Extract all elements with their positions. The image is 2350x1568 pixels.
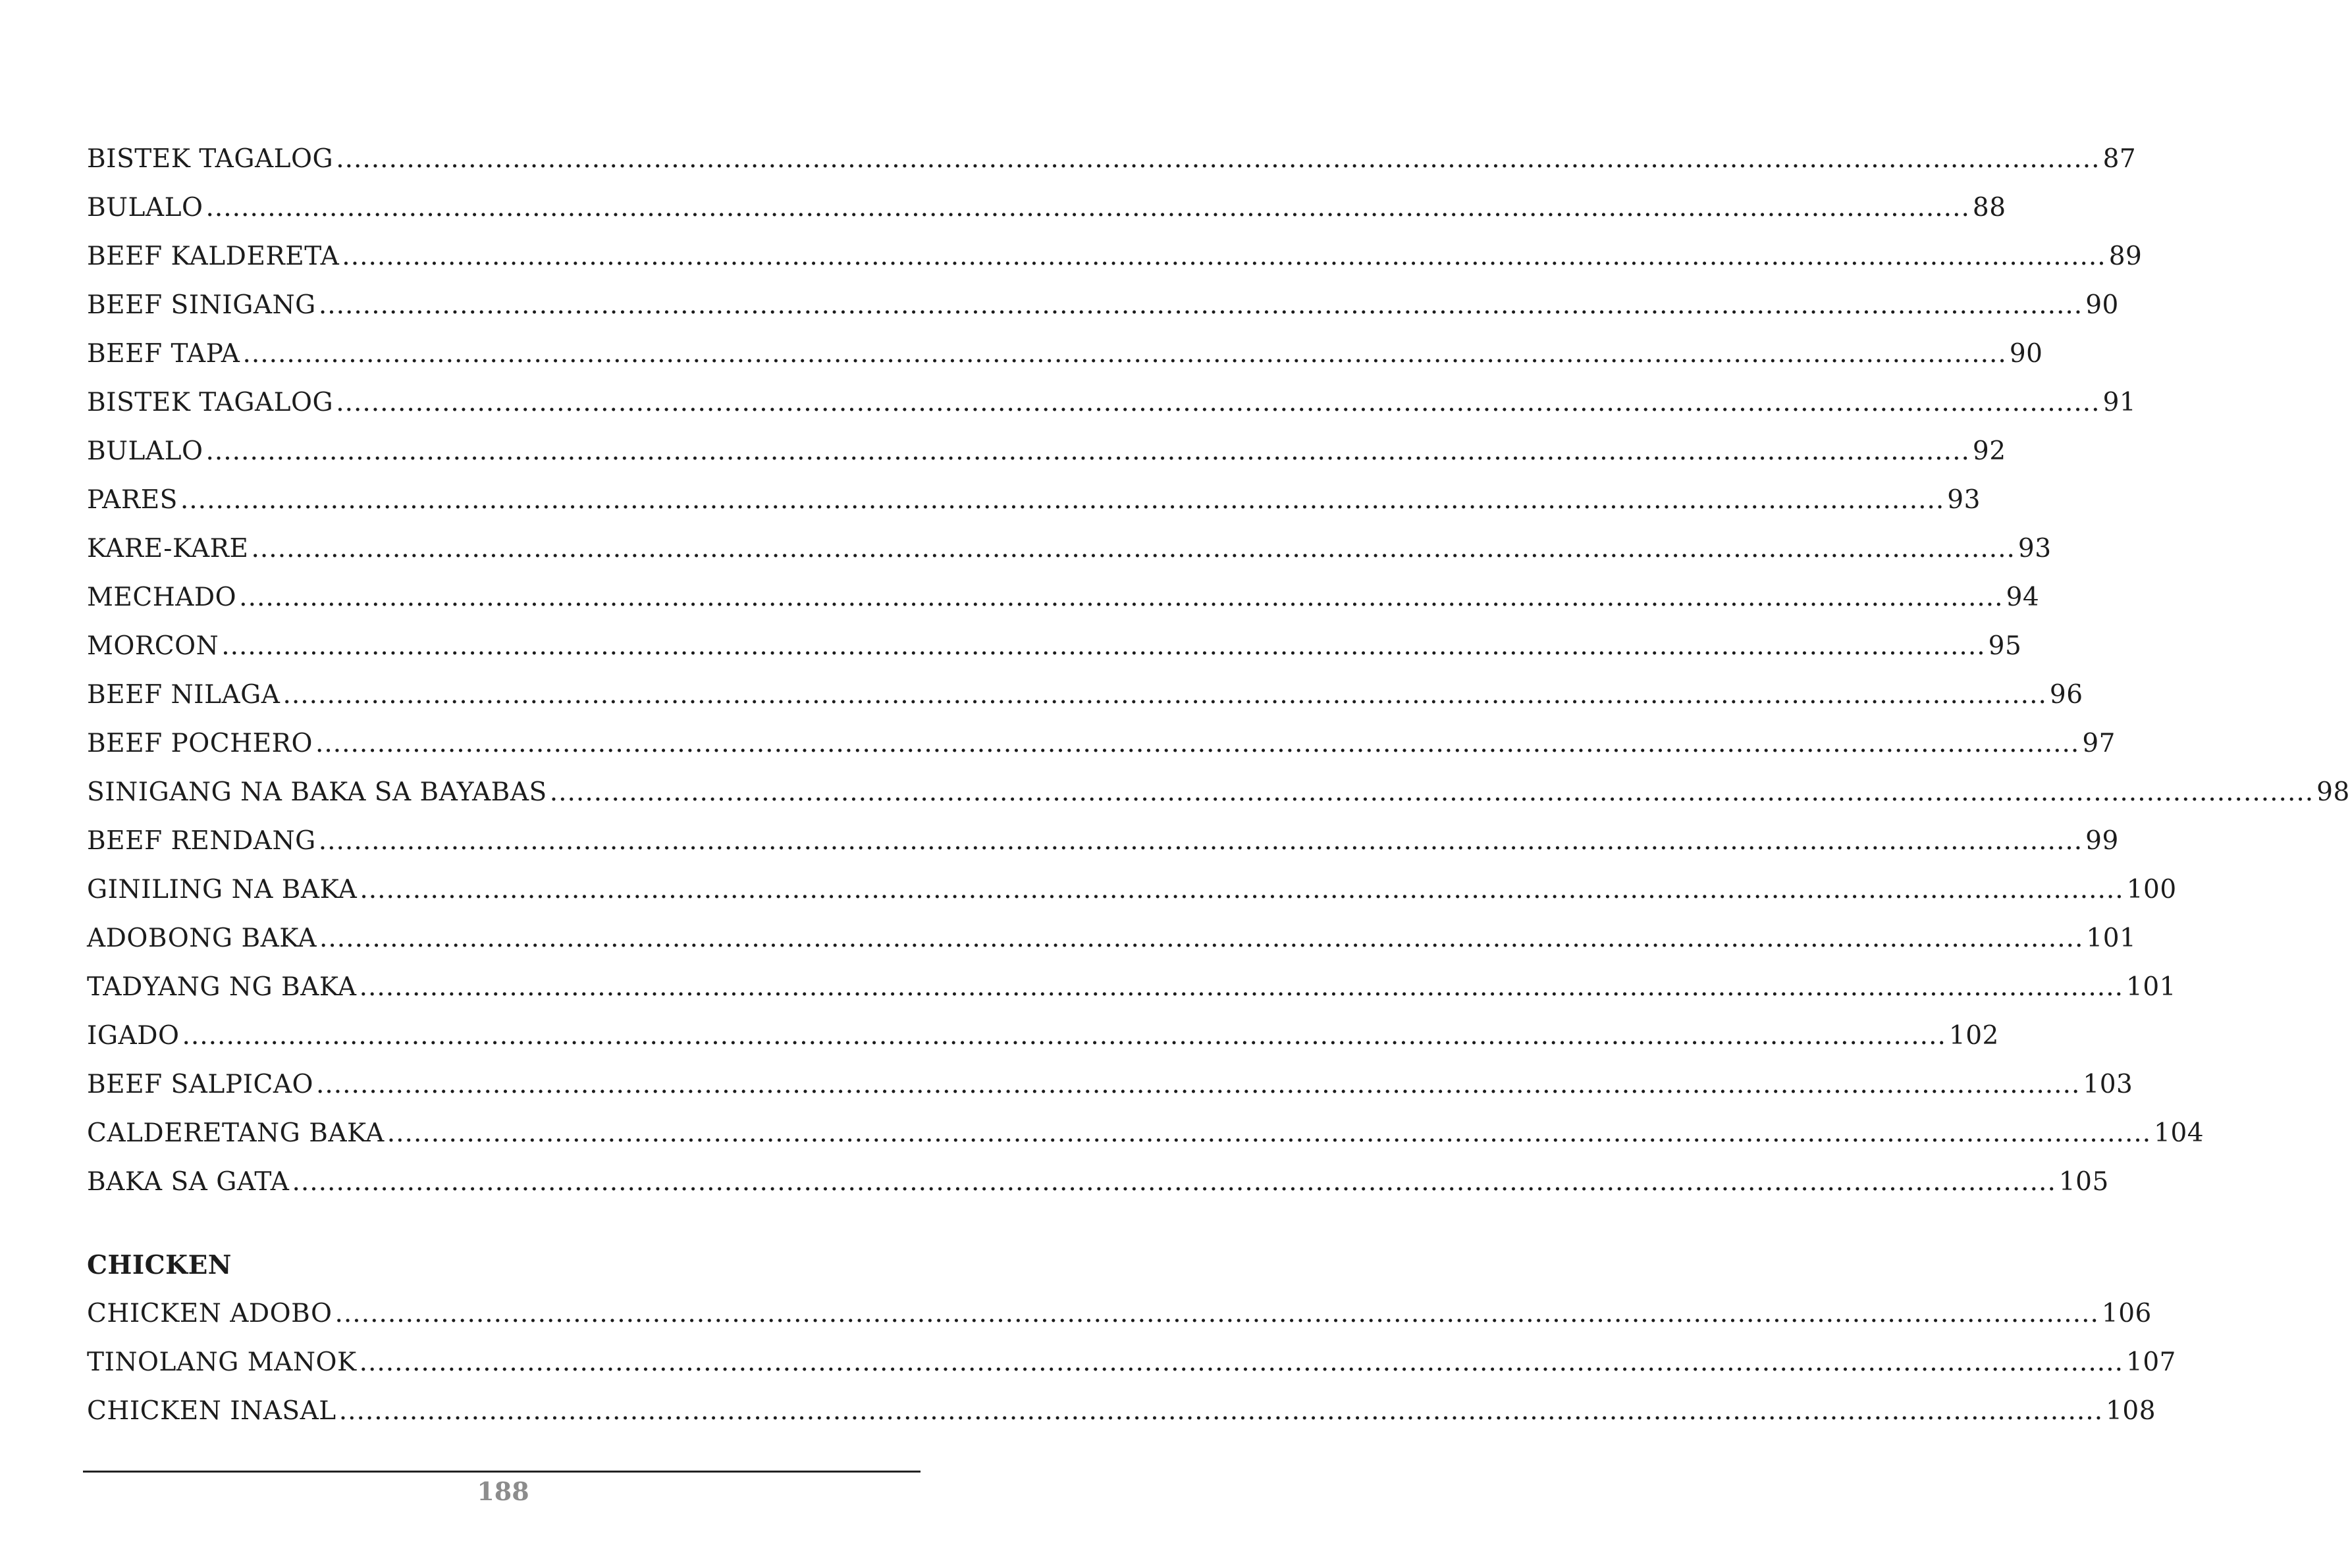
toc-entry-page: 108 xyxy=(2106,1396,2156,1426)
dot-leader: ........................................................................................................................................................................................................ xyxy=(360,875,2124,904)
toc-entry xyxy=(87,476,1981,525)
dot-leader: ........................................................................................................................................................................................................ xyxy=(359,1347,2123,1377)
toc-entry-page: 102 xyxy=(1948,1021,1999,1051)
toc-entry-title: BISTEK TAGALOG xyxy=(87,388,334,417)
toc-entry xyxy=(87,866,2177,914)
toc-entry xyxy=(87,184,2006,232)
toc-entry-page: 100 xyxy=(2126,875,2177,904)
toc-entry-title: TINOLANG MANOK xyxy=(87,1347,357,1377)
dot-leader: ........................................................................................................................................................................................................ xyxy=(282,680,2047,710)
table-of-contents xyxy=(87,135,2350,1436)
toc-entry-page: 94 xyxy=(2006,583,2040,612)
toc-entry-page: 91 xyxy=(2102,388,2137,417)
toc-entry-title: CALDERETANG BAKA xyxy=(87,1118,385,1148)
toc-entry-title: BEEF NILAGA xyxy=(87,680,280,710)
toc-entry-page: 87 xyxy=(2102,144,2137,174)
toc-entry-title: ADOBONG BAKA xyxy=(87,924,317,953)
section-heading-chicken: CHICKEN xyxy=(87,1250,232,1280)
toc-entry-page: 97 xyxy=(2082,729,2116,758)
toc-entry-title: CHICKEN INASAL xyxy=(87,1396,336,1426)
dot-leader: ........................................................................................................................................................................................................ xyxy=(182,1021,1946,1051)
toc-entry xyxy=(87,1387,2156,1436)
toc-entry-page: 95 xyxy=(1988,631,2022,661)
toc-entry-title: BEEF SALPICAO xyxy=(87,1070,313,1099)
page-number: 188 xyxy=(477,1477,529,1506)
dot-leader: ........................................................................................................................................................................................................ xyxy=(315,729,2080,758)
dot-leader: ........................................................................................................................................................................................................ xyxy=(319,924,2084,953)
toc-entry xyxy=(87,573,2040,622)
toc-entry-title: SINIGANG NA BAKA SA BAYABAS xyxy=(87,777,547,807)
toc-entry-title: CHICKEN ADOBO xyxy=(87,1299,333,1328)
toc-entry xyxy=(87,1060,2133,1109)
toc-entry-page: 103 xyxy=(2083,1070,2133,1099)
toc-entry-page: 90 xyxy=(2085,290,2119,320)
dot-leader: ........................................................................................................................................................................................................ xyxy=(338,1396,2104,1426)
footer-divider xyxy=(83,1471,921,1473)
toc-entry xyxy=(87,914,2137,963)
toc-entry-page: 98 xyxy=(2316,777,2350,807)
dot-leader: ........................................................................................................................................................................................................ xyxy=(336,144,2100,174)
toc-entry xyxy=(87,768,2350,817)
toc-entry-title: BEEF TAPA xyxy=(87,339,240,369)
dot-leader: ........................................................................................................................................................................................................ xyxy=(242,339,2007,369)
toc-entry-page: 101 xyxy=(2086,924,2137,953)
toc-entry-title: BEEF POCHERO xyxy=(87,729,313,758)
toc-entry-title: BULALO xyxy=(87,193,203,222)
toc-entry xyxy=(87,622,2022,671)
toc-entry-title: IGADO xyxy=(87,1021,180,1051)
toc-entry xyxy=(87,525,2052,573)
toc-entry-page: 105 xyxy=(2058,1167,2109,1197)
toc-entry xyxy=(87,232,2143,281)
dot-leader: ........................................................................................................................................................................................................ xyxy=(359,972,2123,1002)
toc-entry-page: 107 xyxy=(2126,1347,2176,1377)
dot-leader: ........................................................................................................................................................................................................ xyxy=(342,242,2106,271)
toc-entry xyxy=(87,1109,2204,1158)
toc-entry-page: 92 xyxy=(1972,436,2006,466)
toc-entry-page: 90 xyxy=(2009,339,2043,369)
toc-entry xyxy=(87,1012,1999,1060)
dot-leader: ........................................................................................................................................................................................................ xyxy=(336,388,2100,417)
toc-entry xyxy=(87,379,2137,427)
toc-entry-title: BULALO xyxy=(87,436,203,466)
toc-entry-page: 99 xyxy=(2085,826,2119,856)
toc-entry xyxy=(87,1338,2176,1387)
toc-entry-page: 88 xyxy=(1972,193,2006,222)
toc-entry-title: KARE-KARE xyxy=(87,534,249,563)
dot-leader: ........................................................................................................................................................................................................ xyxy=(180,485,1945,515)
toc-entry-page: 104 xyxy=(2154,1118,2204,1148)
dot-leader: ........................................................................................................................................................................................................ xyxy=(549,777,2314,807)
toc-entry-title: BEEF SINIGANG xyxy=(87,290,316,320)
toc-entry-title: BEEF RENDANG xyxy=(87,826,316,856)
dot-leader: ........................................................................................................................................................................................................ xyxy=(387,1118,2152,1148)
toc-entry-page: 106 xyxy=(2101,1299,2152,1328)
toc-entry xyxy=(87,281,2119,330)
dot-leader: ........................................................................................................................................................................................................ xyxy=(239,583,2004,612)
toc-entry-page: 89 xyxy=(2108,242,2143,271)
toc-entry-title: BISTEK TAGALOG xyxy=(87,144,334,174)
toc-entry xyxy=(87,671,2083,719)
dot-leader: ........................................................................................................................................................................................................ xyxy=(205,436,1970,466)
toc-entry-title: MECHADO xyxy=(87,583,237,612)
toc-entry xyxy=(87,135,2137,184)
toc-entry xyxy=(87,719,2116,768)
toc-entry xyxy=(87,963,2176,1012)
toc-entry-title: GINILING NA BAKA xyxy=(87,875,358,904)
dot-leader: ........................................................................................................................................................................................................ xyxy=(318,290,2083,320)
toc-entry-title: TADYANG NG BAKA xyxy=(87,972,357,1002)
toc-entry xyxy=(87,1290,2152,1338)
toc-entry-page: 96 xyxy=(2049,680,2083,710)
toc-entry-title: BAKA SA GATA xyxy=(87,1167,290,1197)
dot-leader: ........................................................................................................................................................................................................ xyxy=(205,193,1970,222)
toc-entry-title: PARES xyxy=(87,485,178,515)
toc-entry xyxy=(87,817,2119,866)
toc-entry xyxy=(87,427,2006,476)
toc-entry xyxy=(87,1158,2109,1207)
dot-leader: ........................................................................................................................................................................................................ xyxy=(318,826,2083,856)
toc-entry-title: MORCON xyxy=(87,631,219,661)
dot-leader: ........................................................................................................................................................................................................ xyxy=(292,1167,2056,1197)
dot-leader: ........................................................................................................................................................................................................ xyxy=(334,1299,2099,1328)
dot-leader: ........................................................................................................................................................................................................ xyxy=(221,631,1986,661)
toc-entry-title: BEEF KALDERETA xyxy=(87,242,340,271)
dot-leader: ........................................................................................................................................................................................................ xyxy=(251,534,2016,563)
dot-leader: ........................................................................................................................................................................................................ xyxy=(315,1070,2081,1099)
toc-entry-page: 93 xyxy=(1947,485,1981,515)
toc-entry-page: 93 xyxy=(2017,534,2052,563)
toc-entry-page: 101 xyxy=(2126,972,2176,1002)
toc-entry xyxy=(87,330,2043,379)
